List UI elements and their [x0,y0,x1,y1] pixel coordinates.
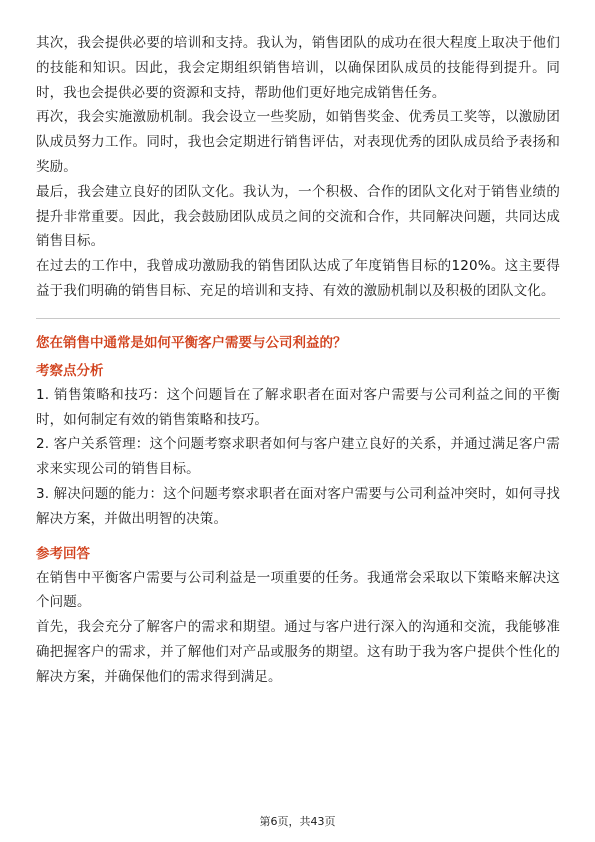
page-content [36,31,560,690]
body-paragraph: 最后，我会建立良好的团队文化。我认为，一个积极、合作的团队文化对于销售业绩的提升非常重要。因此，我会鼓励团队成员之间的交流和合作，共同解决问题，共同达成销售目标。 [36,183,560,250]
body-paragraph: 其次，我会提供必要的培训和支持。我认为，销售团队的成功在很大程度上取决于他们的技能和知识。因此，我会定期组织销售培训，以确保团队成员的技能得到提升。同时，我也会提供必要的资源和支持，帮助他们更好地完成销售任务。 [36,35,560,101]
answer-paragraph: 首先，我会充分了解客户的需求和期望。通过与客户进行深入的沟通和交流，我能够准确把握客户的需求，并了解他们对产品或服务的期望。这有助于我为客户提供个性化的解决方案，并确保他们的需求得到满足。 [36,619,560,685]
analysis-item: 3. 解决问题的能力：这个问题考察求职者在面对客户需要与公司利益冲突时，如何寻找解决方案，并做出明智的决策。 [36,485,560,527]
body-paragraph: 在过去的工作中，我曾成功激励我的销售团队达成了年度销售目标的120%。这主要得益于我们明确的销售目标、充足的培训和支持、有效的激励机制以及积极的团队文化。 [36,258,560,299]
body-paragraph: 再次，我会实施激励机制。我会设立一些奖励，如销售奖金、优秀员工奖等，以激励团队成员努力工作。同时，我也会定期进行销售评估，对表现优秀的团队成员给予表扬和奖励。 [36,109,560,175]
page-number-footer: 第6页，共43页 [259,815,336,828]
section-divider [36,318,560,319]
analysis-heading: 考察点分析 [36,362,104,379]
analysis-item: 2. 客户关系管理：这个问题考察求职者如何与客户建立良好的关系，并通过满足客户需求来实现公司的销售目标。 [36,436,560,478]
answer-heading: 参考回答 [36,545,90,562]
analysis-item: 1. 销售策略和技巧：这个问题旨在了解求职者在面对客户需要与公司利益之间的平衡时，如何制定有效的销售策略和技巧。 [36,386,560,428]
answer-paragraph: 在销售中平衡客户需要与公司利益是一项重要的任务。我通常会采取以下策略来解决这个问题。 [36,569,560,611]
question-title: 您在销售中通常是如何平衡客户需要与公司利益的？ [36,334,347,351]
